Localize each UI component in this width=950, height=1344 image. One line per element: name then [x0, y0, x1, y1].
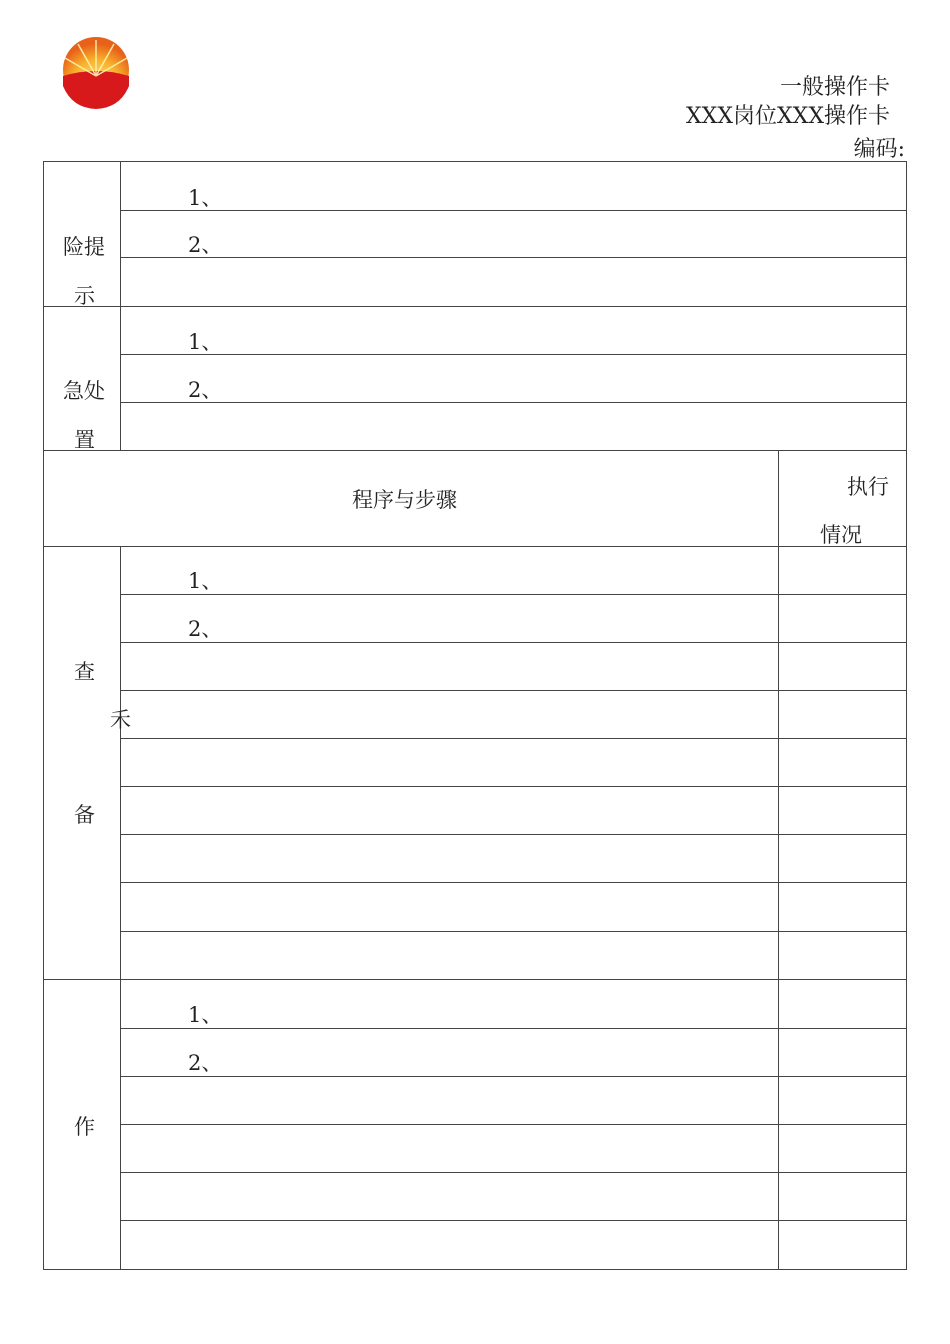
check-row-line [120, 931, 906, 932]
page-subtitle-clip [686, 103, 890, 129]
operate-item-2: 2、 [188, 1051, 223, 1075]
risk-item-2: 2、 [188, 233, 223, 257]
procedure-header-title: 程序与步骤 [352, 488, 457, 512]
emergency-label-line1: 急处 [63, 379, 105, 403]
status-column-divider [778, 450, 779, 1270]
status-header-line1: 执行 [847, 475, 889, 499]
operate-row-line [120, 1028, 906, 1029]
section-divider [43, 979, 906, 980]
risk-item-1: 1、 [188, 186, 223, 210]
emergency-row-line [120, 354, 906, 355]
table-bottom-border [43, 1269, 906, 1270]
page-title: 一般操作卡 [779, 75, 890, 100]
check-row-line [120, 594, 906, 595]
check-label-line2: 备 [74, 803, 95, 827]
check-item-2: 2、 [188, 617, 223, 641]
operate-row-line [120, 1172, 906, 1173]
operate-row-line [120, 1124, 906, 1125]
emergency-label-line2: 置 [74, 428, 95, 452]
check-row-line [120, 882, 906, 883]
code-label: 编码: [853, 137, 905, 162]
check-row-line [120, 834, 906, 835]
operate-row-line [120, 1076, 906, 1077]
check-label-line1: 查 [74, 660, 95, 684]
check-row-line [120, 738, 906, 739]
check-label-mid: 禾 [110, 708, 131, 732]
check-row-line [120, 786, 906, 787]
page-subtitle: XXX岗位XXX操作卡 [686, 104, 890, 129]
operate-row-line [120, 1220, 906, 1221]
status-header-line2: 情况 [820, 523, 862, 547]
table-right-border [906, 161, 907, 1270]
section-divider [43, 546, 906, 547]
table-left-border [43, 161, 44, 1270]
risk-label-line2: 示 [74, 284, 95, 308]
table-top-border [43, 161, 906, 162]
section-divider [43, 450, 906, 451]
risk-label-line1: 险提 [63, 235, 105, 259]
emergency-item-1: 1、 [188, 330, 223, 354]
emergency-row-line [120, 402, 906, 403]
company-logo [58, 36, 134, 110]
operate-item-1: 1、 [188, 1003, 223, 1027]
risk-row-line [120, 257, 906, 258]
check-row-line [120, 642, 906, 643]
risk-row-line [120, 210, 906, 211]
label-column-divider-bottom [120, 546, 121, 1269]
check-row-line [120, 690, 906, 691]
section-divider [43, 306, 906, 307]
emergency-item-2: 2、 [188, 378, 223, 402]
operate-label: 作 [74, 1115, 95, 1139]
check-item-1: 1、 [188, 569, 223, 593]
